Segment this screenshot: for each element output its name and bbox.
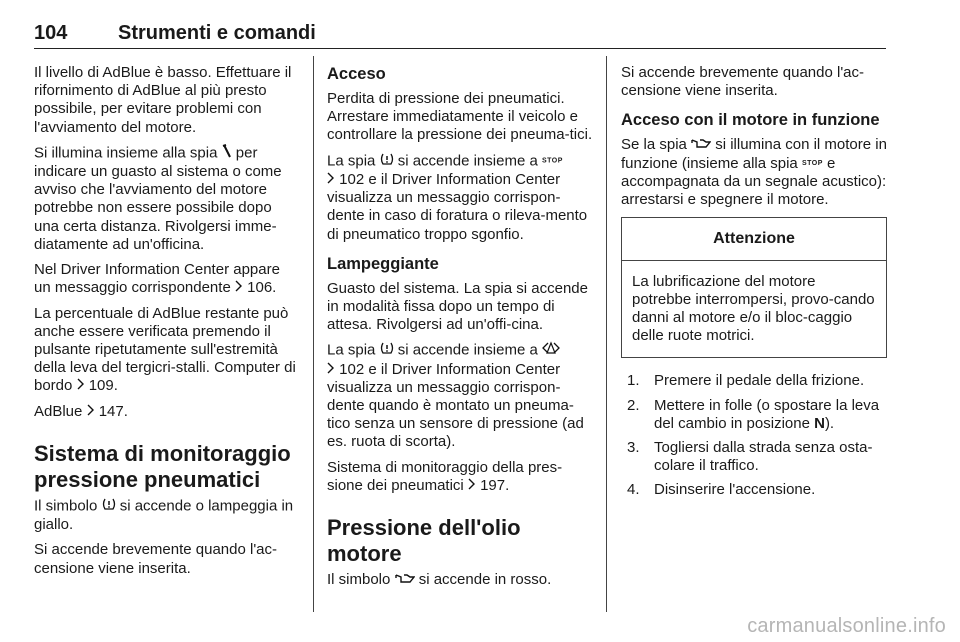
section-heading: Sistema di monitoraggio pressione pneumatici (34, 440, 291, 492)
subheading: Lampeggiante (327, 254, 439, 273)
tyre-pressure-icon (380, 152, 394, 171)
paragraph: Il simbolo si accende in rosso. (327, 571, 552, 589)
tyre-pressure-icon (102, 497, 116, 516)
list-item: 4. Disinserire l'accensione. (627, 481, 816, 499)
page-reference: 102 e il Driver Information Center visualizza un messaggio corrispon-dente in caso di foratura o rileva-mento di pneumatico troppo sgonfio. (327, 170, 588, 243)
column-2 (327, 64, 593, 596)
tyre-pressure-icon (380, 341, 394, 360)
page-header (34, 18, 886, 50)
ref-arrow-icon (468, 477, 476, 495)
page-reference[interactable]: 109. (88, 377, 118, 395)
steps-list (621, 372, 887, 499)
ref-arrow-icon (327, 361, 335, 379)
column-3 (621, 64, 887, 506)
list-item: 2. Mettere in folle (o spostare la leva del cambio in posizione N). (627, 396, 880, 432)
page-reference[interactable]: 106. (247, 279, 277, 297)
ref-arrow-icon (77, 377, 85, 395)
warning-title: Attenzione (622, 218, 886, 260)
oil-can-icon (395, 571, 415, 589)
watermark: carmanualsonline.info (747, 615, 946, 637)
list-item: 3. Togliersi dalla strada senza osta-colare il traffico. (627, 439, 873, 475)
paragraph: Nel Driver Information Center appare un messaggio corrispondente 106. (34, 261, 280, 297)
paragraph: Si illumina insieme alla spia per indicare un guasto al sistema o come avviso che l'avviamento del motore potrebbe non essere possibile dopo una certa distanza. Rivolgersi imme-diatamente ad un'officina. (34, 144, 282, 253)
paragraph: Si accende brevemente quando l'ac-censione viene inserita. (34, 541, 278, 577)
stop-icon: STOP (541, 157, 563, 165)
paragraph: La percentuale di AdBlue restante può anche essere verificata premendo il pulsante ripetutamente sull'estremità della leva del tergicri-stalli. Computer di bordo 109. (34, 304, 296, 395)
paragraph: AdBlue 147. (34, 402, 128, 420)
paragraph: La spia si accende insieme a 102 e il Driver Information Center visualizza un messaggio corrispon-dente quando è montato un pneuma-tico senza un sensore di pressione (ad es. ruota di scorta). (327, 341, 584, 451)
header-divider (34, 48, 886, 49)
warning-triangle-icon (542, 341, 560, 360)
section-heading: Pressione dell'olio motore (327, 515, 521, 567)
warning-body: La lubrificazione del motore potrebbe interrompersi, provo-cando danni al motore e/o il bloc-caggio delle ruote motrici. (632, 272, 875, 345)
ref-arrow-icon (235, 279, 243, 297)
paragraph: La spia si accende insieme a STOP 102 e il Driver Information Center visualizza un messaggio corrispon-dente in caso di foratura o rileva-mento di pneumatico troppo sgonfio. (327, 152, 588, 243)
warning-box (621, 217, 887, 358)
subheading: Acceso con il motore in funzione (621, 111, 880, 130)
paragraph: Se la spia si illumina con il motore in funzione (insieme alla spia STOP e accompagnata da un segnale acustico): arrestarsi e spegnere il motore. (621, 136, 887, 209)
paragraph: Guasto del sistema. La spia si accende in modalità fissa dopo un tempo di attesa. Rivolgersi ad un'offi-cina. (327, 279, 588, 334)
page-reference: 102 e il Driver Information Center visualizza un messaggio corrispon-dente quando è montato un pneuma-tico senza un sensore di pressione (ad es. ruota di scorta). (327, 360, 584, 451)
page-reference[interactable]: 197. (480, 476, 510, 494)
paragraph: Il simbolo si accende o lampeggia in giallo. (34, 497, 294, 534)
ref-arrow-icon (87, 403, 95, 421)
glow-plug-icon (222, 144, 232, 163)
paragraph: Si accende brevemente quando l'ac-censione viene inserita. (621, 64, 865, 100)
page-title: Strumenti e comandi (118, 22, 316, 44)
subheading: Acceso (327, 65, 386, 83)
oil-can-icon (691, 136, 711, 154)
column-1 (34, 64, 300, 585)
page-number: 104 (34, 22, 68, 44)
column-divider (606, 56, 607, 612)
ref-arrow-icon (327, 171, 335, 189)
column-divider (313, 56, 314, 612)
list-item: 1. Premere il pedale della frizione. (627, 372, 865, 390)
paragraph: Perdita di pressione dei pneumatici. Arrestare immediatamente il veicolo e controllare la pressione dei pneuma-tici. (327, 90, 593, 144)
stop-icon: STOP (801, 159, 823, 167)
page-reference[interactable]: 147. (98, 402, 128, 420)
paragraph: Il livello di AdBlue è basso. Effettuare il rifornimento di AdBlue al più presto possibile, per evitare problemi con l'avviamento del motore. (34, 64, 292, 136)
paragraph: Sistema di monitoraggio della pres-sione dei pneumatici 197. (327, 458, 563, 494)
